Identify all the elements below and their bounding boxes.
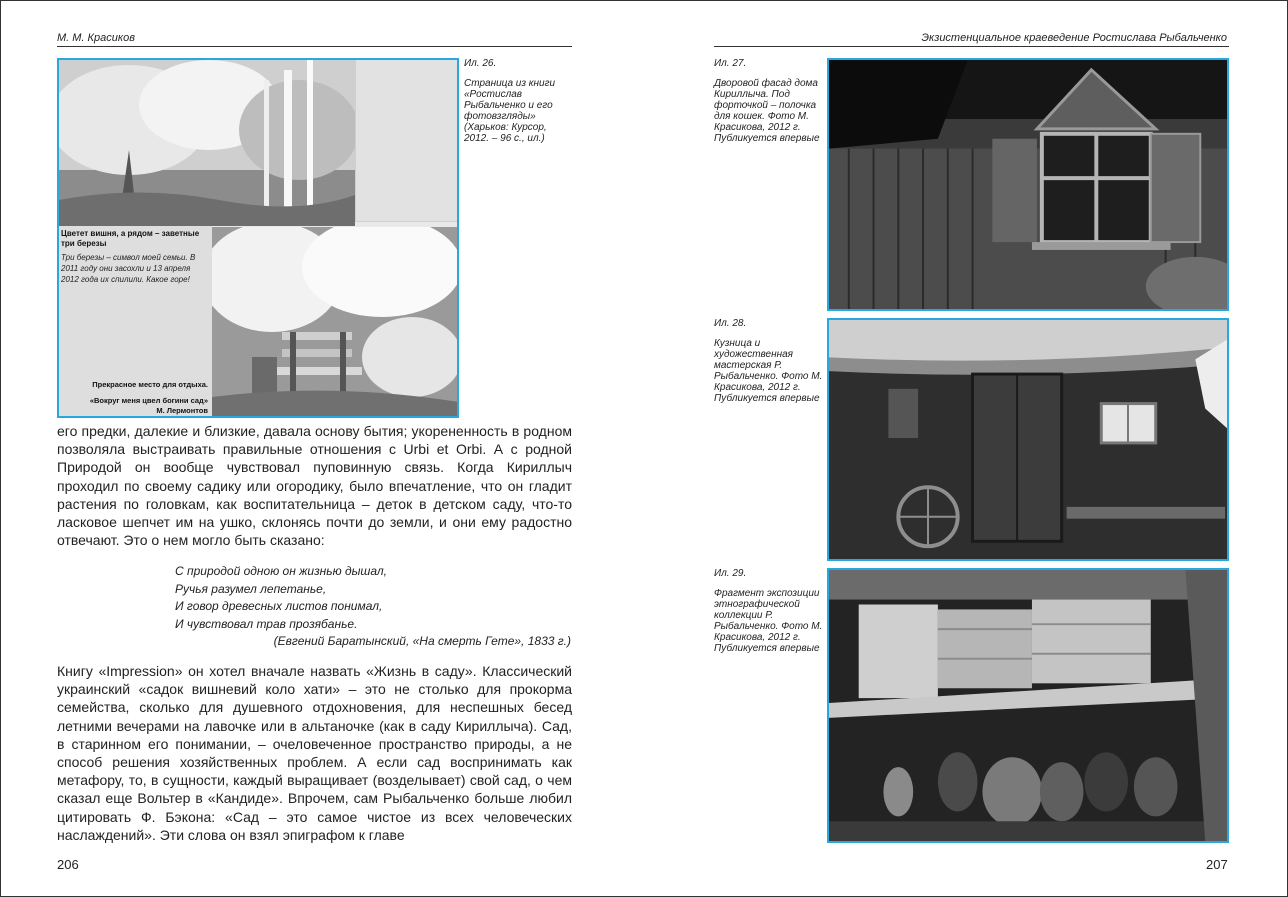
caption-29-text: Фрагмент экспозиции этнографической коллекции Р. Рыбальченко. Фото М. Красикова, 2012 г. Публикуется впервые [714,588,823,654]
smithy-workshop-photo [827,318,1229,561]
caption-26-text: Страница из книги «Ростислав Рыбальченко и его фотовзгляды» (Харьков: Курсор, 2012. – 96 с., ил.) [464,78,556,144]
left-page-number: 206 [57,857,79,872]
figure-heading: Цветет вишня, а рядом – заветные три березы [61,229,200,248]
figure-rest-label: Прекрасное место для отдыха. [92,380,208,389]
poem-line-3: И говор древесных листов понимал, [175,599,383,613]
caption-27-text: Дворовой фасад дома Кириллыча. Под форточкой – полочка для кошек. Фото М. Красикова, 2012 г. Публикуется впервые [714,78,820,144]
cherry-blossom-bench-photo [212,227,459,418]
poem-line-1: С природой одною он жизнью дышал, [175,564,388,578]
caption-26-number: Ил. 26. [464,58,497,69]
figure-note: Три березы – символ моей семьи. В 2011 году они засохли и 13 апреля 2012 года их спилили. Какое горе! [61,253,196,284]
body-paragraph-2: Книгу «Impression» он хотел вначале назвать «Жизнь в саду». Классический украинский «садок вишневий коло хати» – это не столько для прокорма семейства, сколько для душевного отдохновения, для неспешных бесед летними вечерами на лавочке или в альтаночке (как в саду Кириллыча). Сад, в старинном его понимании, – очеловеченное пространство природы, а не способ решения хозяйственных проблем. А если сад воспринимать как метафору, то, в сущности, каждый выращивает (возделывает) свой сад, о чем сказал еще Вольтер в «Кандиде». Впрочем, сам Рыбальченко больше любил цитировать Ф. Бэкона: «Сад – это самое чистое из всех человеческих наслаждений». Эти слова он взял эпиграфом к главе [57,663,572,843]
left-header-rule [57,46,572,47]
figure-quote: «Вокруг меня цвел богини сад» [89,396,208,405]
right-header-rule [714,46,1229,47]
blank-panel [355,60,459,222]
figure-26-book-page [57,58,459,418]
poem-quotation [175,563,571,651]
right-page-number: 207 [1206,857,1228,872]
caption-28-number: Ил. 28. [714,318,747,329]
left-running-head: М. М. Красиков [57,32,135,44]
caption-29-number: Ил. 29. [714,568,747,579]
caption-29 [714,568,826,654]
poem-line-4: И чувствовал трав прозябанье. [175,616,358,631]
figure-quote-author: М. Лермонтов [156,406,208,415]
ethnographic-collection-photo [827,568,1229,843]
body-paragraph-1: его предки, далекие и близкие, давала основу бытия; укорененность в родном позволяла выстраивать правильные отношения с Urbi et Orbi. А с родной Природой он вообще чувствовал пуповинную связь. Когда Кириллыч проходил по своему садику или огородику, было впечатление, что он гладит растения по головкам, как воспитательница – деток в детском саду, что-то ласковое шепчет им на ушко, склонясь почти до земли, и они ему радостно отвечают. Это о нем могло быть сказано: [57,423,572,549]
caption-26 [464,58,574,144]
caption-27-number: Ил. 27. [714,58,747,69]
birch-trees-photo [59,60,355,226]
right-running-head: Экзистенциальное краеведение Ростислава Рыбальченко [921,32,1227,44]
house-facade-photo [827,58,1229,311]
poem-line-2: Ручья разумел лепетанье, [175,581,327,596]
poem-attribution: (Евгений Баратынский, «На смерть Гете», 1833 г.) [273,634,571,648]
figure-text-column [59,226,212,418]
caption-28-text: Кузница и художественная мастерская Р. Рыбальченко. Фото М. Красикова, 2012 г. Публикуется впервые [714,338,823,404]
caption-27 [714,58,826,144]
caption-28 [714,318,826,404]
